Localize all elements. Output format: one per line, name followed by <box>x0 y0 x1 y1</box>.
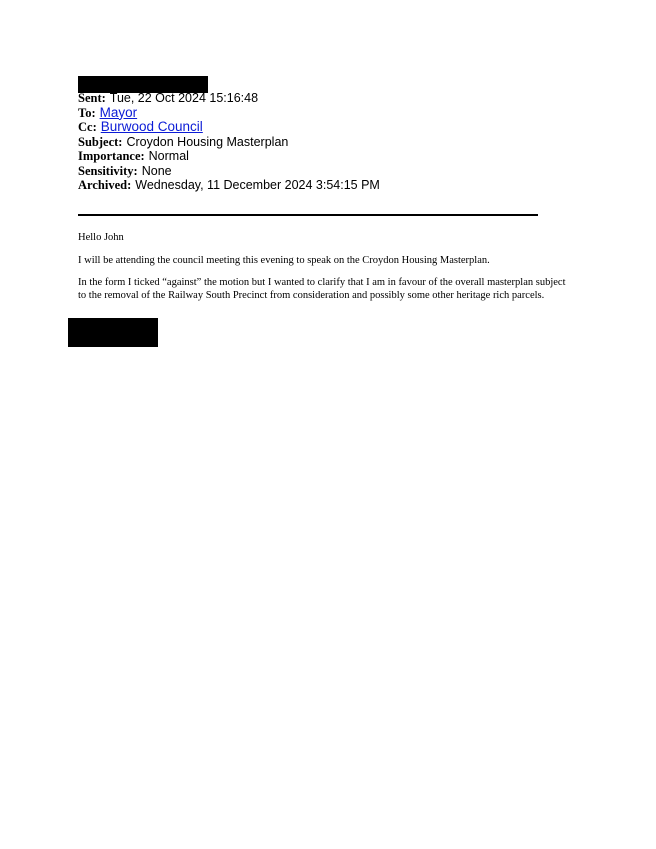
body-paragraph-1: I will be attending the council meeting this evening to speak on the Croydon Housing Masterplan. <box>78 254 490 266</box>
cc-recipient-link[interactable]: Burwood Council <box>100 119 203 134</box>
importance-row <box>78 149 598 164</box>
to-recipient-link[interactable]: Mayor <box>99 104 138 120</box>
importance-label: Importance: <box>78 149 145 163</box>
header-divider <box>78 214 538 216</box>
greeting: Hello John <box>78 232 124 243</box>
importance-value: Normal <box>148 149 189 163</box>
subject-value: Croydon Housing Masterplan <box>126 134 289 149</box>
sent-value: Tue, 22 Oct 2024 15:16:48 <box>109 91 259 105</box>
redacted-signature-block <box>68 318 158 347</box>
archived-value: Wednesday, 11 December 2024 3:54:15 PM <box>135 178 380 192</box>
email-header <box>78 91 598 193</box>
sensitivity-label: Sensitivity: <box>78 163 138 178</box>
subject-label: Subject: <box>78 134 123 149</box>
subject-row <box>78 135 598 150</box>
sent-row <box>78 91 598 106</box>
archived-row <box>78 178 598 193</box>
body-paragraph-2 <box>78 277 598 302</box>
to-label: To: <box>78 105 96 120</box>
email-body <box>78 232 598 312</box>
to-row <box>78 106 598 121</box>
sent-label: Sent: <box>78 91 106 105</box>
body-paragraph-2-line-2: to the removal of the Railway South Precinct from consideration and possibly some other heritage rich parcels. <box>78 289 545 301</box>
archived-label: Archived: <box>78 178 132 192</box>
cc-row <box>78 120 598 135</box>
cc-label: Cc: <box>78 120 97 134</box>
sensitivity-value: None <box>141 163 172 178</box>
body-paragraph-2-line-1: In the form I ticked “against” the motion but I wanted to clarify that I am in favour of the overall masterplan subject <box>78 277 566 288</box>
sensitivity-row <box>78 164 598 179</box>
